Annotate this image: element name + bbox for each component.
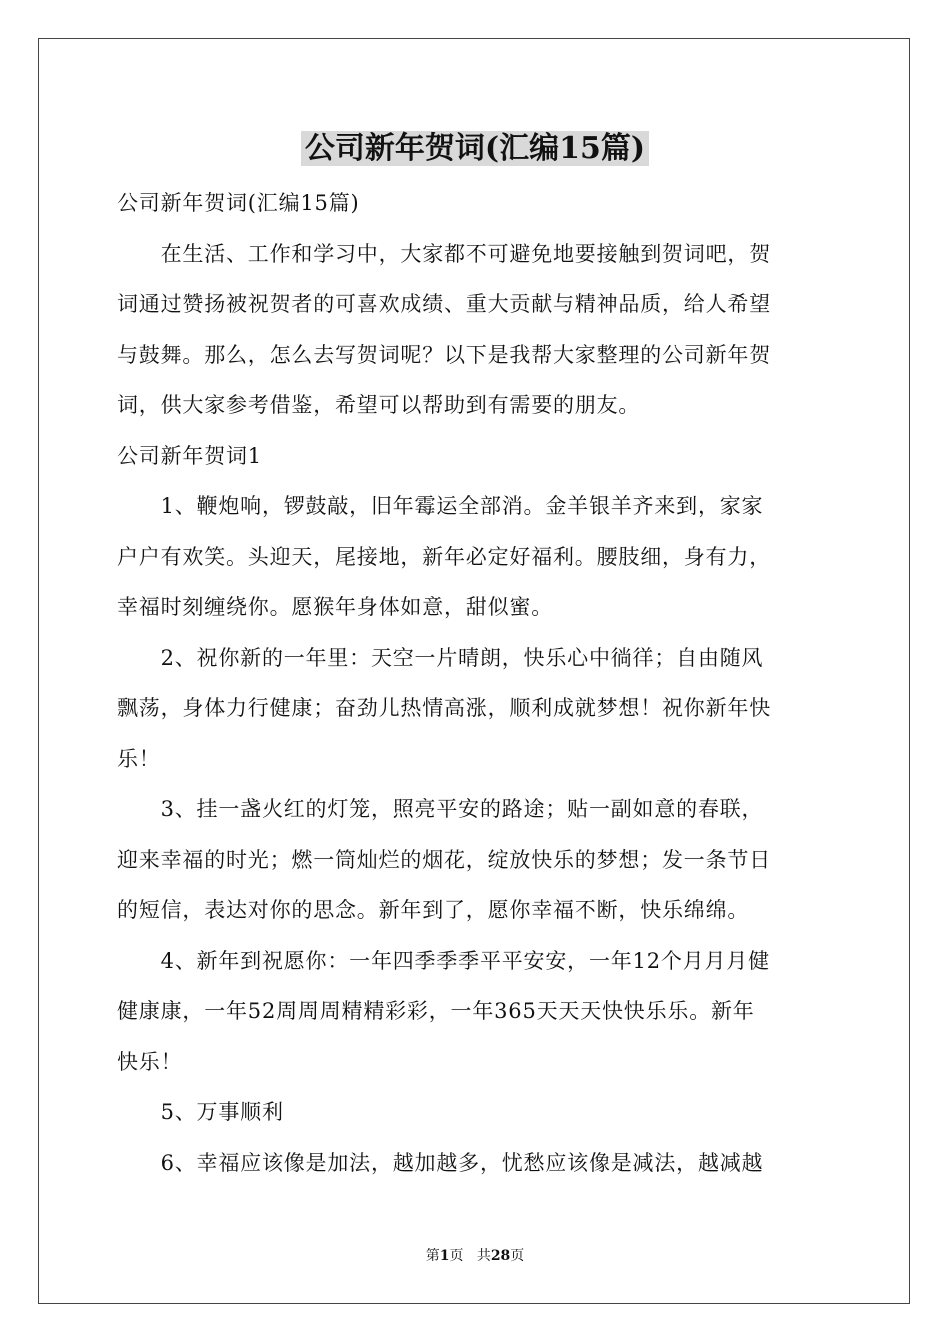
text-line: 幸福时刻缠绕你。愿猴年身体如意，甜似蜜。 (117, 595, 553, 619)
text-line: 公司新年贺词(汇编15篇) (117, 191, 360, 215)
text-line: 户户有欢笑。头迎天，尾接地，新年必定好福利。腰肢细，身有力， (117, 544, 771, 569)
text-line: 公司新年贺词1 (117, 443, 262, 468)
total-suffix: 页 (510, 1248, 525, 1264)
text-line: 迎来幸福的时光；燃一筒灿烂的烟花，绽放快乐的梦想；发一条节日 (117, 847, 771, 872)
text-line: 的短信，表达对你的思念。新年到了，愿你幸福不断，快乐绵绵。 (117, 898, 750, 922)
text-line: 5、万事顺利 (117, 1100, 284, 1124)
text-line: 与鼓舞。那么，怎么去写贺词呢？以下是我帮大家整理的公司新年贺 (117, 342, 771, 367)
text-line: 词，供大家参考借鉴，希望可以帮助到有需要的朋友。 (117, 393, 641, 417)
text-line: 2、祝你新的一年里：天空一片晴朗，快乐心中徜徉；自由随风 (117, 645, 764, 670)
page-footer (0, 1246, 950, 1266)
text-line: 在生活、工作和学习中，大家都不可避免地要接触到贺词吧，贺 (117, 241, 771, 266)
text-line: 词通过赞扬被祝贺者的可喜欢成绩、重大贡献与精神品质，给人希望 (117, 292, 771, 316)
text-line: 健康康，一年52周周周精精彩彩，一年365天天天快快乐乐。新年 (117, 999, 755, 1023)
text-line: 乐！ (117, 746, 161, 771)
text-line: 1、鞭炮响，锣鼓敲，旧年霉运全部消。金羊银羊齐来到，家家 (117, 494, 764, 518)
text-line: 6、幸福应该像是加法，越加越多，忧愁应该像是减法，越减越 (117, 1150, 764, 1175)
text-line: 3、挂一盏火红的灯笼，照亮平安的路途；贴一副如意的春联， (117, 797, 764, 821)
text-line: 飘荡，身体力行健康；奋劲儿热情高涨，顺利成就梦想！祝你新年快 (117, 696, 771, 720)
document-title-text: 公司新年贺词(汇编15篇) (301, 131, 649, 166)
page-number: 1 (439, 1248, 450, 1264)
text-line: 快乐！ (117, 1049, 183, 1074)
page-label-prefix: 第 (425, 1248, 440, 1264)
total-pages: 28 (490, 1248, 511, 1264)
total-prefix: 共 (476, 1248, 491, 1264)
document-body (117, 178, 833, 1188)
page-label-suffix: 页 (449, 1248, 464, 1264)
text-line: 4、新年到祝愿你：一年四季季季平平安安，一年12个月月月健 (117, 948, 770, 973)
document-title (0, 127, 950, 171)
